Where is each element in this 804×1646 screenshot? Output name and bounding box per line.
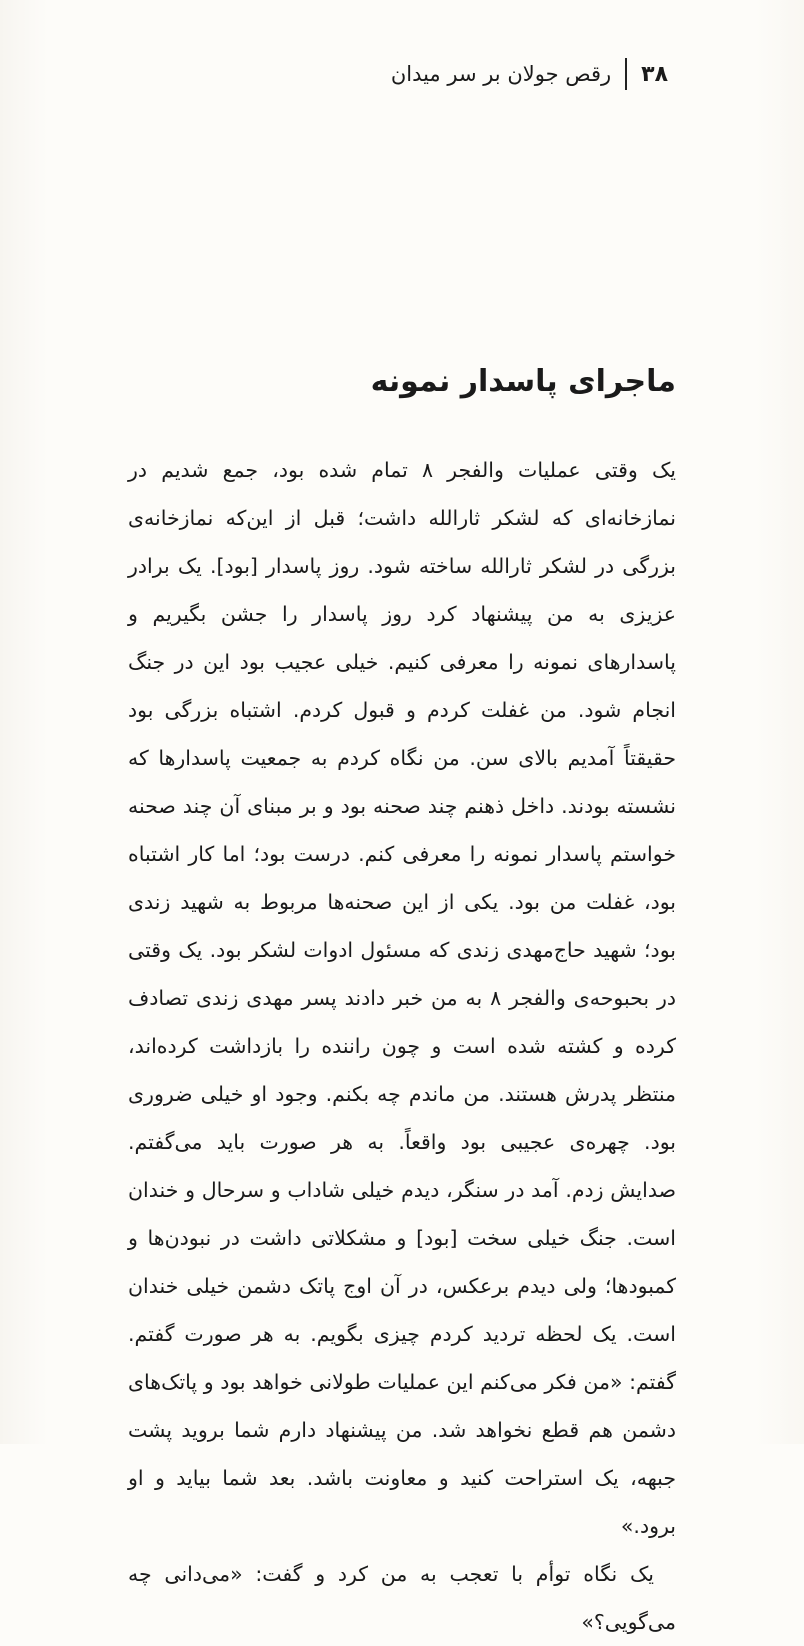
running-header: [391, 58, 668, 90]
chapter-title: ماجرای پاسدار نمونه: [370, 364, 676, 399]
book-title: رقص جولان بر سر میدان: [390, 62, 612, 86]
page-number: ۳۸: [641, 61, 668, 87]
paragraph: یک نگاه توأم با تعجب به من کرد و گفت: «می‌دانی چه می‌گویی؟»: [128, 1562, 676, 1634]
paragraph: یک وقتی عملیات والفجر ۸ تمام شده بود، جمع شدیم در نمازخانه‌ای که لشکر ثارالله داشت؛ قبل از این‌که نمازخانه‌ی بزرگی در لشکر ثارالله ساخته شود. روز پاسدار [بود]. یک برادر عزیزی به من پیشنهاد کرد روز پاسدار را جشن بگیریم و پاسدارهای نمونه را معرفی کنیم. خیلی عجیب بود این در جنگ انجام شود. من غفلت کردم و قبول کردم. اشتباه بزرگی بود حقیقتاً آمدیم بالای سن. من نگاه کردم به جمعیت پاسدارها که نشسته بودند. داخل ذهنم چند صحنه بود و بر مبنای آن چند صحنه خواستم پاسدار نمونه را معرفی کنم. درست بود؛ اما کار اشتباه بود، غفلت من بود. یکی از این صحنه‌ها مربوط به شهید زندی بود؛ شهید حاج‌مهدی زندی که مسئول ادوات لشکر بود. یک وقتی در بحبوحه‌ی والفجر ۸ به من خبر دادند پسر مهدی زندی تصادف کرده و کشته شده است و چون راننده را بازداشت کرده‌اند، منتظر پدرش هستند. من ماندم چه بکنم. وجود او خیلی ضروری بود. چهره‌ی عجیبی بود واقعاً. به هر صورت باید می‌گفتم. صدایش زدم. آمد در سنگر، دیدم خیلی شاداب و سرحال و خندان است. جنگ خیلی سخت [بود] و مشکلاتی داشت در نبودن‌ها و کمبودها؛ ولی دیدم برعکس، در آن اوج پاتک دشمن خیلی خندان است. یک لحظه تردید کردم چیزی بگویم. به هر صورت گفتم. گفتم: «من فکر می‌کنم این عملیات طولانی خواهد بود و پاتک‌های دشمن هم قطع نخواهد شد. من پیشنهاد دارم شما بروید پشت جبهه، یک استراحت کنید و معاونت باشد. بعد شما بیاید و او برود.»: [128, 458, 677, 1538]
body-text: [128, 446, 676, 1646]
header-divider: [625, 58, 627, 90]
